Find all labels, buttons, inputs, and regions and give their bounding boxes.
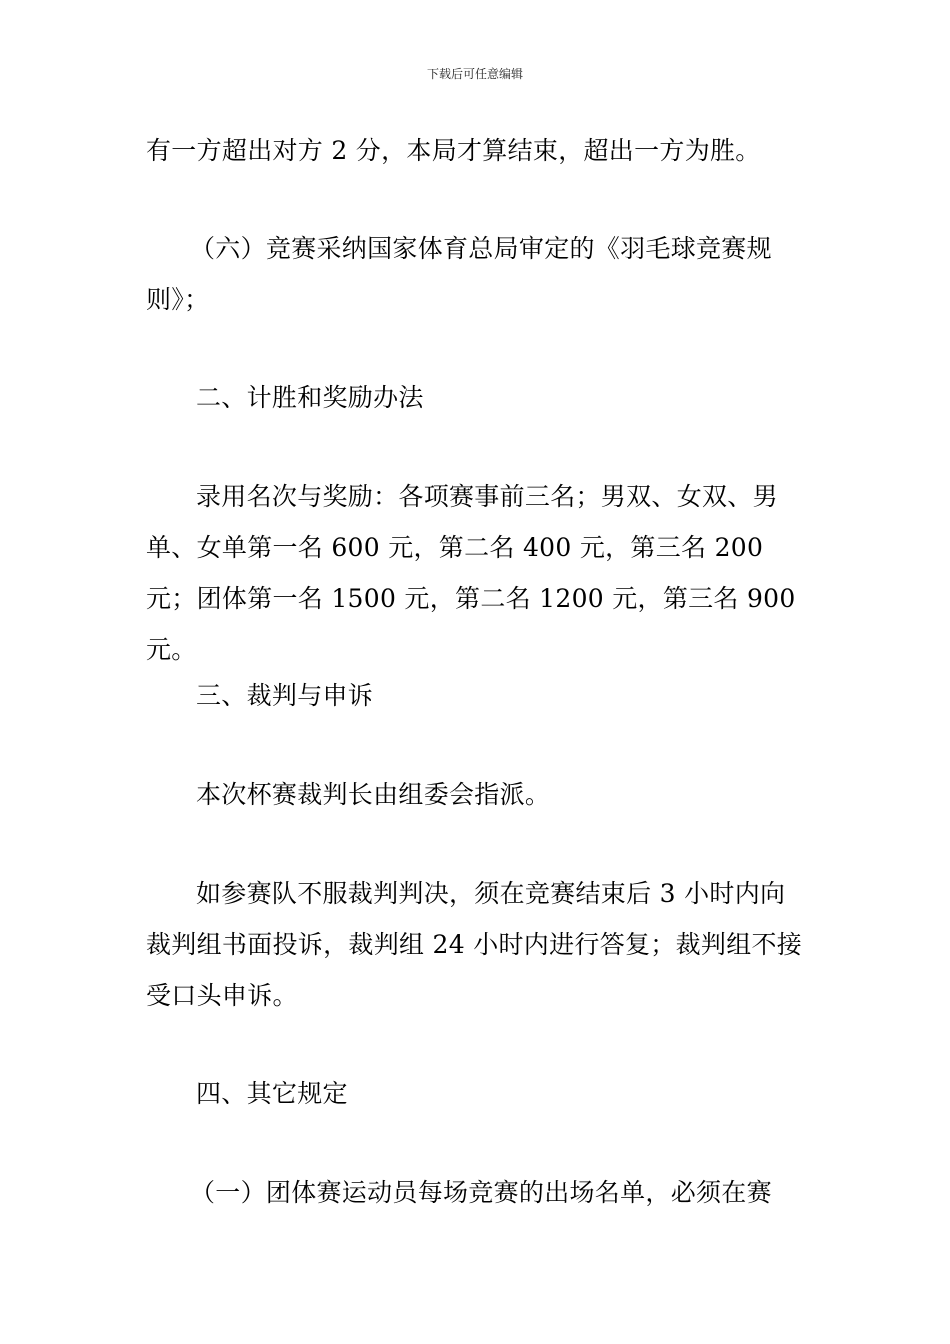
page-header-note: 下载后可任意编辑 xyxy=(426,67,523,81)
paragraph-awards: 录用名次与奖励：各项赛事前三名；男双、女双、男单、女单第一名 600 元，第二名 400 元，第三名 200 元；团体第一名 1500 元，第二名 1200 元，第三名 900 元。 xyxy=(146,482,804,664)
paragraph-appeal: 如参赛队不服裁判判决，须在竞赛结束后 3 小时内向裁判组书面投诉，裁判组 24 小时内进行答复；裁判组不接受口头申诉。 xyxy=(146,879,803,1010)
section-heading-referee: 三、裁判与申诉 xyxy=(196,681,374,710)
paragraph-team-lineup: （一）团体赛运动员每场竞赛的出场名单，必须在赛 xyxy=(190,1178,772,1207)
section-heading-awards: 二、计胜和奖励办法 xyxy=(196,383,424,412)
paragraph-referee-chief: 本次杯赛裁判长由组委会指派。 xyxy=(196,780,551,809)
paragraph-scoring-end: 有一方超出对方 2 分，本局才算结束，超出一方为胜。 xyxy=(146,136,761,165)
paragraph-rules-adopted: （六）竞赛采纳国家体育总局审定的《羽毛球竞赛规则》； xyxy=(146,234,772,314)
section-heading-other-rules: 四、其它规定 xyxy=(196,1079,348,1108)
